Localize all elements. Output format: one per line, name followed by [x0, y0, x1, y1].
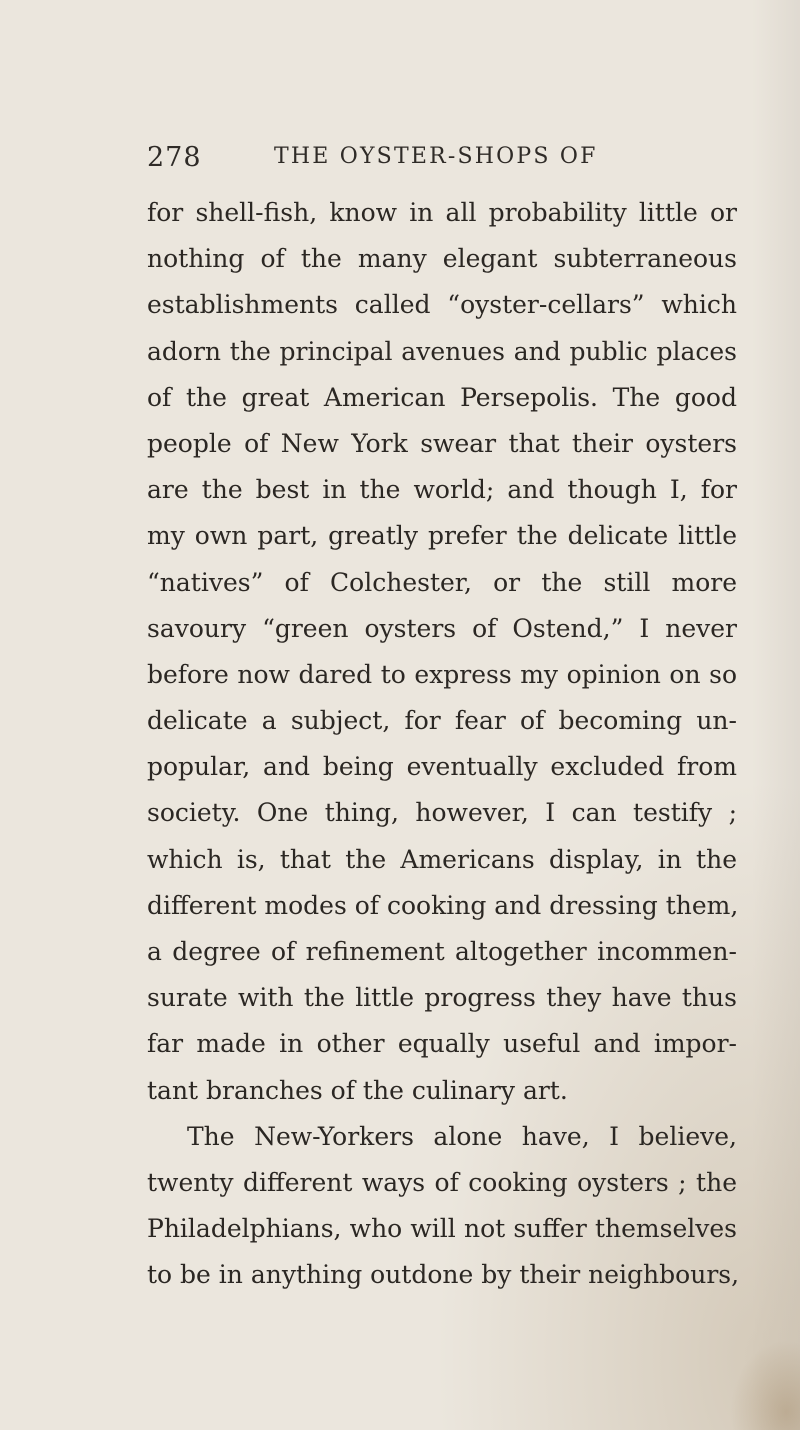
text-line: of the great American Persepolis. The good: [147, 382, 737, 412]
text-line: savoury “green oysters of Ostend,” I never: [147, 613, 737, 643]
text-line: adorn the principal avenues and public places: [147, 336, 737, 366]
paragraph-start-line: The New-Yorkers alone have, I believe,: [187, 1121, 737, 1151]
text-line: society. One thing, however, I can testify ;: [147, 798, 737, 828]
page-stain: [730, 1340, 800, 1430]
text-line: delicate a subject, for fear of becoming un-: [147, 706, 737, 736]
running-title: THE OYSTER-SHOPS OF: [274, 144, 598, 169]
text-line: are the best in the world; and though I, for: [147, 475, 737, 505]
text-line: for shell-fish, know in all probability little or: [147, 198, 737, 227]
text-line: different modes of cooking and dressing them,: [147, 890, 739, 920]
text-line: which is, that the Americans display, in the: [147, 844, 737, 874]
text-line: a degree of refinement altogether incommen-: [147, 937, 737, 966]
page-header: [147, 142, 747, 182]
text-line: before now dared to express my opinion on so: [147, 659, 737, 689]
page-number: 278: [147, 142, 202, 173]
text-line: far made in other equally useful and impor-: [147, 1029, 737, 1059]
text-line: twenty different ways of cooking oysters ; the: [147, 1167, 737, 1197]
text-line: nothing of the many elegant subterraneous: [147, 244, 737, 274]
text-line: people of New York swear that their oysters: [147, 428, 737, 458]
body-text: [147, 190, 740, 1299]
text-line: to be in anything outdone by their neighbours,: [147, 1260, 740, 1290]
text-line: “natives” of Colchester, or the still more: [147, 567, 737, 597]
paragraph-end-line: tant branches of the culinary art.: [147, 1075, 568, 1105]
text-line: surate with the little progress they have thus: [147, 983, 737, 1013]
text-line: popular, and being eventually excluded from: [147, 752, 737, 782]
text-line: Philadelphians, who will not suffer themselves: [147, 1214, 737, 1244]
text-line: my own part, greatly prefer the delicate little: [147, 521, 737, 551]
text-line: establishments called “oyster-cellars” which: [147, 290, 737, 320]
